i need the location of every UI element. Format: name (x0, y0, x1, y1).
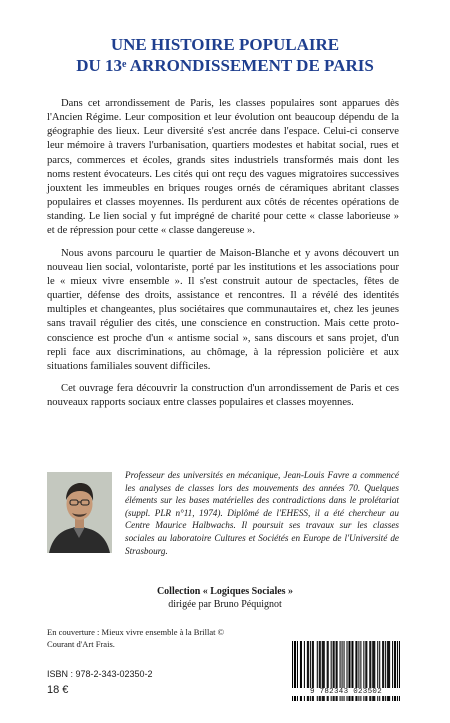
price: 18 € (47, 684, 69, 696)
blurb-paragraph-2: Nous avons parcouru le quartier de Maison-Blanche et y avons découvert un nouveau lien social, volontariste, porté par les institutions et les associations pour le « mieux vivre ensemble ». Il s'est construit autour de spectacles, fêtes de quartier, défense des droits, assistance et rencontres. Il a révélé des identités multiples et changeantes, plus sociétaires que communautaires et, chez les jeunes sans travail régulier des cités, une conscience en construction. Mais cette proto-conscience est proche d'un « antisme social », sans discours et sans projet, d'un repli face aux discriminations, au chômage, à la répression policière et aux situations familiales souvent difficiles. (47, 247, 399, 372)
title-line-2 (0, 55, 450, 76)
book-title (0, 34, 450, 76)
title-suffix: ARRONDISSEMENT DE PARIS (126, 56, 374, 75)
cover-credit-line-1: En couverture : Mieux vivre ensemble à la Brillat © (47, 627, 225, 637)
back-cover-blurb (47, 97, 399, 418)
blurb-paragraph-3: Cet ouvrage fera découvrir la construction d'un arrondissement de Paris et ces nouveaux rapports sociaux entre classes populaires et classes moyennes. (47, 382, 399, 409)
title-prefix: DU 13 (76, 56, 122, 75)
collection-info (0, 586, 450, 611)
isbn: ISBN : 978-2-343-02350-2 (47, 669, 153, 679)
author-portrait-icon (47, 472, 112, 553)
author-bio: Professeur des universités en mécanique, Jean-Louis Favre a commencé les analyses de classes lors des mouvements des années 70. Quelques éléments sur les bases matérielles des contradictions dans le prolétariat (suppl. PLR n°11, 1974). Diplômé de l'EHESS, il a été chercheur au Centre Maurice Halbwachs. Il poursuit ses travaux sur les classes sociales au laboratoire Cultures et Sociétés en Europe de l'Université de Strasbourg. (125, 470, 399, 556)
author-photo (47, 472, 112, 553)
title-superscript: e (122, 59, 127, 70)
cover-credit (47, 627, 247, 650)
title-line-1: UNE HISTOIRE POPULAIRE (110, 35, 340, 54)
barcode-digits: 9 782343 023502 (292, 688, 400, 696)
cover-credit-line-2: Courant d'Art Frais. (47, 638, 115, 649)
collection-title: Collection « Logiques Sociales » (156, 586, 294, 597)
collection-director: dirigée par Bruno Péquignot (168, 598, 282, 610)
blurb-paragraph-1: Dans cet arrondissement de Paris, les classes populaires sont apparues dès l'Ancien Régime. Leur composition et leur évolution ont beaucoup dépendu de la géographie des lieux. Leur diversité s'est ancrée dans l'espace. Celui-ci conserve leur mémoire à travers l'urbanisation, quartiers modestes et habitat social, rues et parcs, commerces et écoles, grands sites industriels transformés mais dont les noms restent évocateurs. Les cités qui ont reçu des vagues migratoires successives jouxtent les immeubles en briques rouges ornés de céramiques abritant classes populaires et classes moyennes. Ils perdurent aux côtés de récentes opérations de standing. Le lien social y fut imprégné de charité pour cette « classe laborieuse » et de répression pour cette « classe dangereuse ». (47, 98, 399, 237)
